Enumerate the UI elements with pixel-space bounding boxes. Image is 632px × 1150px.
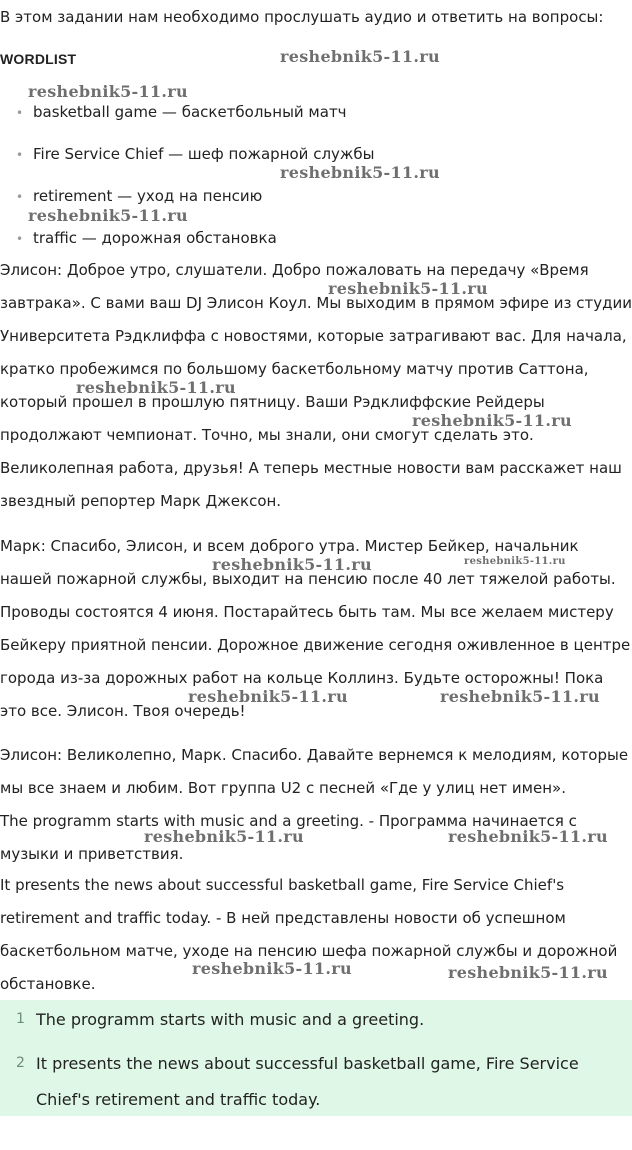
list-item-text: retirement — уход на пенсию [33, 187, 263, 205]
watermark: reshebnik5-11.ru [412, 411, 572, 430]
bullet-icon: • [16, 148, 24, 162]
watermark: reshebnik5-11.ru [464, 556, 566, 567]
intro-text: В этом задании нам необходимо прослушать аудио и ответить на вопросы: [0, 8, 604, 26]
bullet-icon: • [16, 232, 24, 246]
watermark: reshebnik5-11.ru [448, 963, 608, 982]
watermark: reshebnik5-11.ru [280, 47, 440, 66]
list-item [16, 185, 262, 208]
list-item-text: traffic — дорожная обстановка [33, 229, 277, 247]
watermark: reshebnik5-11.ru [192, 959, 352, 978]
watermark: reshebnik5-11.ru [448, 827, 608, 846]
watermark: reshebnik5-11.ru [28, 82, 188, 101]
bullet-icon: • [16, 106, 24, 120]
watermark: reshebnik5-11.ru [144, 827, 304, 846]
bullet-icon: • [16, 190, 24, 204]
list-item [16, 101, 347, 124]
transcript-paragraph-alison-end: Элисон: Великолепно, Марк. Спасибо. Давайте вернемся к мелодиям, которые мы все знаем и любим. Вот группа U2 с песней «Где у улиц нет имен». [0, 746, 629, 797]
watermark: reshebnik5-11.ru [440, 687, 600, 706]
answer-number: 2 [16, 1055, 25, 1071]
list-item-text: Fire Service Chief — шеф пожарной службы [33, 145, 375, 163]
translation-paragraph-2: It presents the news about successful basketball game, Fire Service Chief's retirement and traffic today. - В ней представлены новости об успешном баскетбольном матче, уходе на пенсию шефа пожарной службы и дорожной обстановке. [0, 876, 618, 993]
list-item-text: basketball game — баскетбольный матч [33, 103, 347, 121]
watermark: reshebnik5-11.ru [28, 206, 188, 225]
answer-number: 1 [16, 1011, 25, 1027]
transcript-paragraph-alison: Элисон: Доброе утро, слушатели. Добро пожаловать на передачу «Время завтрака». С вами ваш DJ Элисон Коул. Мы выходим в прямом эфире из студии Университета Рэдклиффа с новостями, которые затрагивают вас. Для начала, кратко пробежимся по большому баскетбольному матчу против Саттона, который прошел в прошлую пятницу. Ваши Рэдклиффские Рейдеры продолжают чемпионат. Точно, мы знали, они смогут сделать это. Великолепная работа, друзья! А теперь местные новости вам расскажет наш звездный репортер Марк Джексон. [0, 261, 632, 510]
watermark: reshebnik5-11.ru [212, 555, 372, 574]
answers-block [0, 1000, 632, 1116]
translation-paragraph-1: The programm starts with music and a greeting. - Программа начинается с музыки и приветствия. [0, 812, 577, 863]
watermark: reshebnik5-11.ru [188, 687, 348, 706]
watermark: reshebnik5-11.ru [328, 279, 488, 298]
watermark: reshebnik5-11.ru [76, 378, 236, 397]
transcript-paragraph-mark: Марк: Спасибо, Элисон, и всем доброго утра. Мистер Бейкер, начальник нашей пожарной службы, выходит на пенсию после 40 лет тяжелой работы. Проводы состоятся 4 июня. Постарайтесь быть там. Мы все желаем мистеру Бейкеру приятной пенсии. Дорожное движение сегодня оживленное в центре города из-за дорожных работ на кольце Коллинз. Будьте осторожны! Пока это все. Элисон. Твоя очередь! [0, 537, 631, 720]
watermark: reshebnik5-11.ru [280, 163, 440, 182]
answer-text: It presents the news about successful basketball game, Fire Service Chief's retirement and traffic today. [36, 1054, 579, 1109]
list-item [16, 227, 277, 250]
answer-text: The programm starts with music and a greeting. [36, 1010, 425, 1029]
wordlist-heading: WORDLIST [0, 51, 77, 67]
